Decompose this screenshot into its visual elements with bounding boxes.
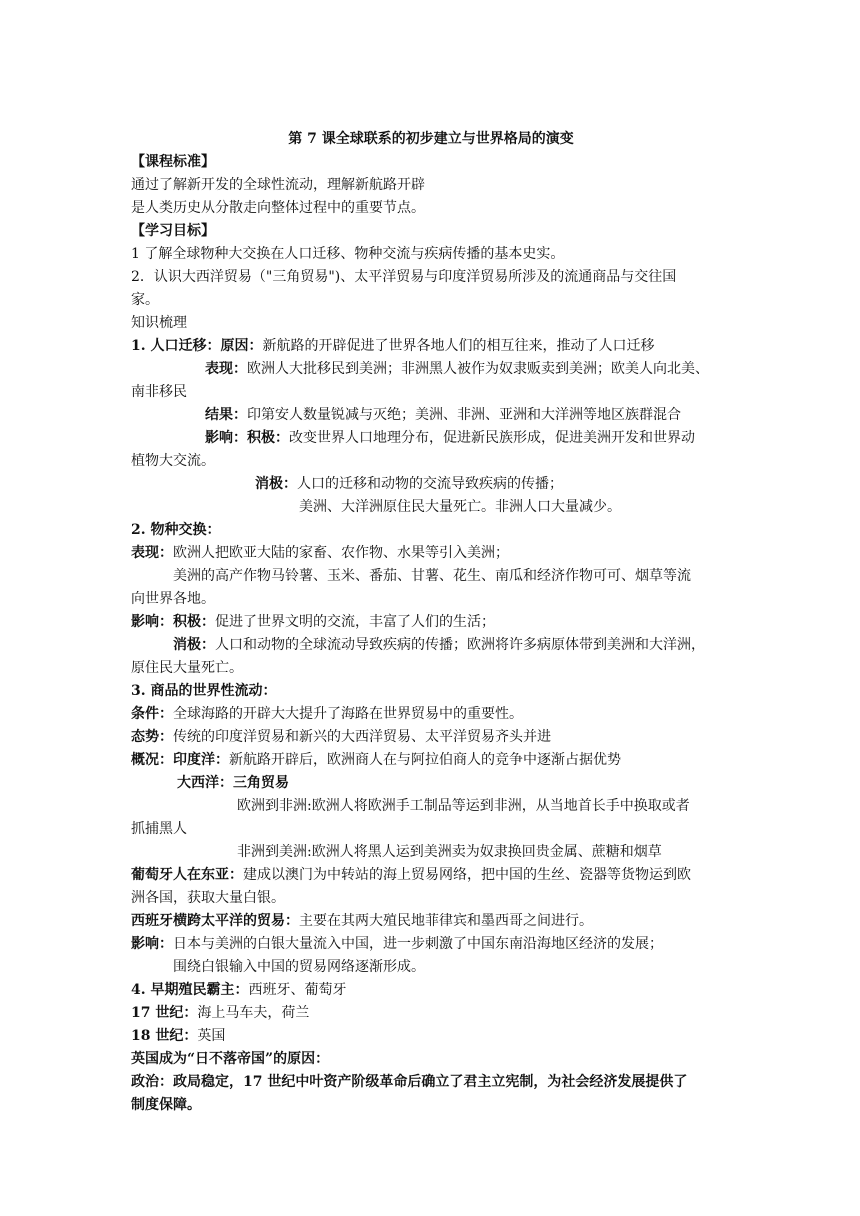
- spanish-text: 主要在其两大殖民地菲律宾和墨西哥之间进行。: [299, 913, 593, 929]
- condition-text: 全球海路的开辟大大提升了海路在世界贸易中的重要性。: [173, 706, 523, 722]
- population-migration-heading: 1. 人口迁移：原因：: [131, 338, 263, 354]
- overview-label: 概况：印度洋：: [131, 752, 229, 768]
- species-exchange-negative-cont: 原住民大量死亡。: [131, 660, 243, 676]
- impact-text: 改变世界人口地理分布，促进新民族形成，促进美洲开发和世界动: [289, 430, 695, 446]
- negative-text: 人口的迁移和动物的交流导致疾病的传播；: [297, 476, 563, 492]
- show-label: 表现：: [205, 361, 247, 377]
- impact-label: 影响：积极：: [131, 614, 215, 630]
- goal-item-2-line-1: 2．认识大西洋贸易（"三角贸易")、太平洋贸易与印度洋贸易所涉及的流通商品与交往国: [131, 269, 677, 285]
- species-exchange-show: [131, 542, 731, 565]
- century-18-text: 英国: [197, 1028, 226, 1044]
- britain-reason-heading: 英国成为“日不落帝国”的原因：: [131, 1051, 330, 1067]
- negative-label: 消极：: [173, 637, 215, 653]
- portuguese-text: 建成以澳门为中转站的海上贸易网络，把中国的生丝、瓷器等货物运到欧: [243, 867, 691, 883]
- page-title: 第 7 课全球联系的初步建立与世界格局的演变: [288, 131, 574, 147]
- commodity-flow-impact: [131, 933, 731, 956]
- species-exchange-heading: 2. 物种交换：: [131, 522, 221, 538]
- early-colonial-heading: 4. 早期殖民霸主：: [131, 982, 249, 998]
- commodity-flow-heading: 3. 商品的世界性流动：: [131, 683, 277, 699]
- commodity-flow-condition: [131, 703, 731, 726]
- portuguese-label: 葡萄牙人在东亚：: [131, 867, 243, 883]
- century-18: [131, 1025, 731, 1048]
- population-migration-impact: [131, 427, 731, 450]
- trend-text: 传统的印度洋贸易和新兴的大西洋贸易、太平洋贸易齐头并进: [173, 729, 551, 745]
- standard-text-line-2: 是人类历史从分散走向整体过程中的重要节点。: [131, 200, 425, 216]
- show-label: 表现：: [131, 545, 173, 561]
- commodity-flow-impact-cont: 围绕白银输入中国的贸易网络逐渐形成。: [173, 959, 425, 975]
- impact-label: 影响：积极：: [205, 430, 289, 446]
- condition-label: 条件：: [131, 706, 173, 722]
- population-migration-impact-cont: 植物大交流。: [131, 453, 215, 469]
- population-migration-show-cont: 南非移民: [131, 384, 187, 400]
- standard-text-line-1: 通过了解新开发的全球性流动，理解新航路开辟: [131, 177, 425, 193]
- species-exchange-impact: [131, 611, 731, 634]
- document-page: [131, 128, 731, 1117]
- population-migration-reason: [131, 335, 731, 358]
- portuguese-east-asia: [131, 864, 731, 887]
- goal-item-2-line-2: 家。: [131, 292, 159, 308]
- century-17-label: 17 世纪：: [131, 1005, 198, 1021]
- negative-text: 人口和动物的全球流动导致疾病的传播；欧洲将许多病原体带到美洲和大洋洲，: [215, 637, 705, 653]
- knowledge-heading: 知识梳理: [131, 315, 187, 331]
- result-text: 印第安人数量锐减与灭绝；美洲、非洲、亚洲和大洋洲等地区族群混合: [247, 407, 681, 423]
- species-exchange-show-cont-2: 向世界各地。: [131, 591, 215, 607]
- show-text: 欧洲人把欧亚大陆的家畜、农作物、水果等引入美洲；: [173, 545, 509, 561]
- europe-to-africa-cont: 抓捕黑人: [131, 821, 187, 837]
- species-exchange-show-cont: 美洲的高产作物马铃薯、玉米、番茄、甘薯、花生、南瓜和经济作物可可、烟草等流: [173, 568, 691, 584]
- impact-label: 影响：: [131, 936, 173, 952]
- commodity-flow-trend: [131, 726, 731, 749]
- population-migration-reason-text: 新航路的开辟促进了世界各地人们的相互往来，推动了人口迁移: [262, 338, 655, 354]
- show-text: 欧洲人大批移民到美洲；非洲黑人被作为奴隶贩卖到美洲；欧美人向北美、: [247, 361, 709, 377]
- century-17: [131, 1002, 731, 1025]
- early-colonial-powers: [131, 979, 731, 1002]
- spanish-label: 西班牙横跨太平洋的贸易：: [131, 913, 299, 929]
- goal-item-1: 1 了解全球物种大交换在人口迁移、物种交流与疾病传播的基本史实。: [131, 246, 565, 262]
- portuguese-east-asia-cont: 洲各国，获取大量白银。: [131, 890, 285, 906]
- overview-text: 新航路开辟后，欧洲商人在与阿拉伯商人的竞争中逐渐占据优势: [229, 752, 621, 768]
- britain-politics: 政治：政局稳定，17 世纪中叶资产阶级革命后确立了君主立宪制，为社会经济发展提供了: [131, 1074, 688, 1090]
- result-label: 结果：: [205, 407, 247, 423]
- impact-text: 日本与美洲的白银大量流入中国，进一步刺激了中国东南沿海地区经济的发展；: [173, 936, 663, 952]
- europe-to-africa: 欧洲到非洲:欧洲人将欧洲手工制品等运到非洲，从当地首长手中换取或者: [237, 798, 690, 814]
- africa-to-america: 非洲到美洲:欧洲人将黑人运到美洲卖为奴隶换回贵金属、蔗糖和烟草: [237, 844, 662, 860]
- early-colonial-text: 西班牙、葡萄牙: [248, 982, 347, 998]
- britain-politics-cont: 制度保障。: [131, 1097, 201, 1113]
- species-exchange-negative: [131, 634, 731, 657]
- impact-text: 促进了世界文明的交流，丰富了人们的生活；: [215, 614, 495, 630]
- negative-label: 消极：: [255, 476, 297, 492]
- atlantic-triangle-trade: 大西洋：三角贸易: [177, 775, 289, 791]
- population-migration-negative-cont: 美洲、大洋洲原住民大量死亡。非洲人口大量减少。: [299, 499, 621, 515]
- section-goal-heading: 【学习目标】: [131, 223, 215, 239]
- commodity-flow-overview: [131, 749, 731, 772]
- spanish-pacific-trade: [131, 910, 731, 933]
- trend-label: 态势：: [131, 729, 173, 745]
- century-18-label: 18 世纪：: [131, 1028, 198, 1044]
- century-17-text: 海上马车夫，荷兰: [197, 1005, 310, 1021]
- population-migration-negative: [131, 473, 731, 496]
- population-migration-result: [131, 404, 731, 427]
- section-standard-heading: 【课程标准】: [131, 154, 215, 170]
- population-migration-show: [131, 358, 731, 381]
